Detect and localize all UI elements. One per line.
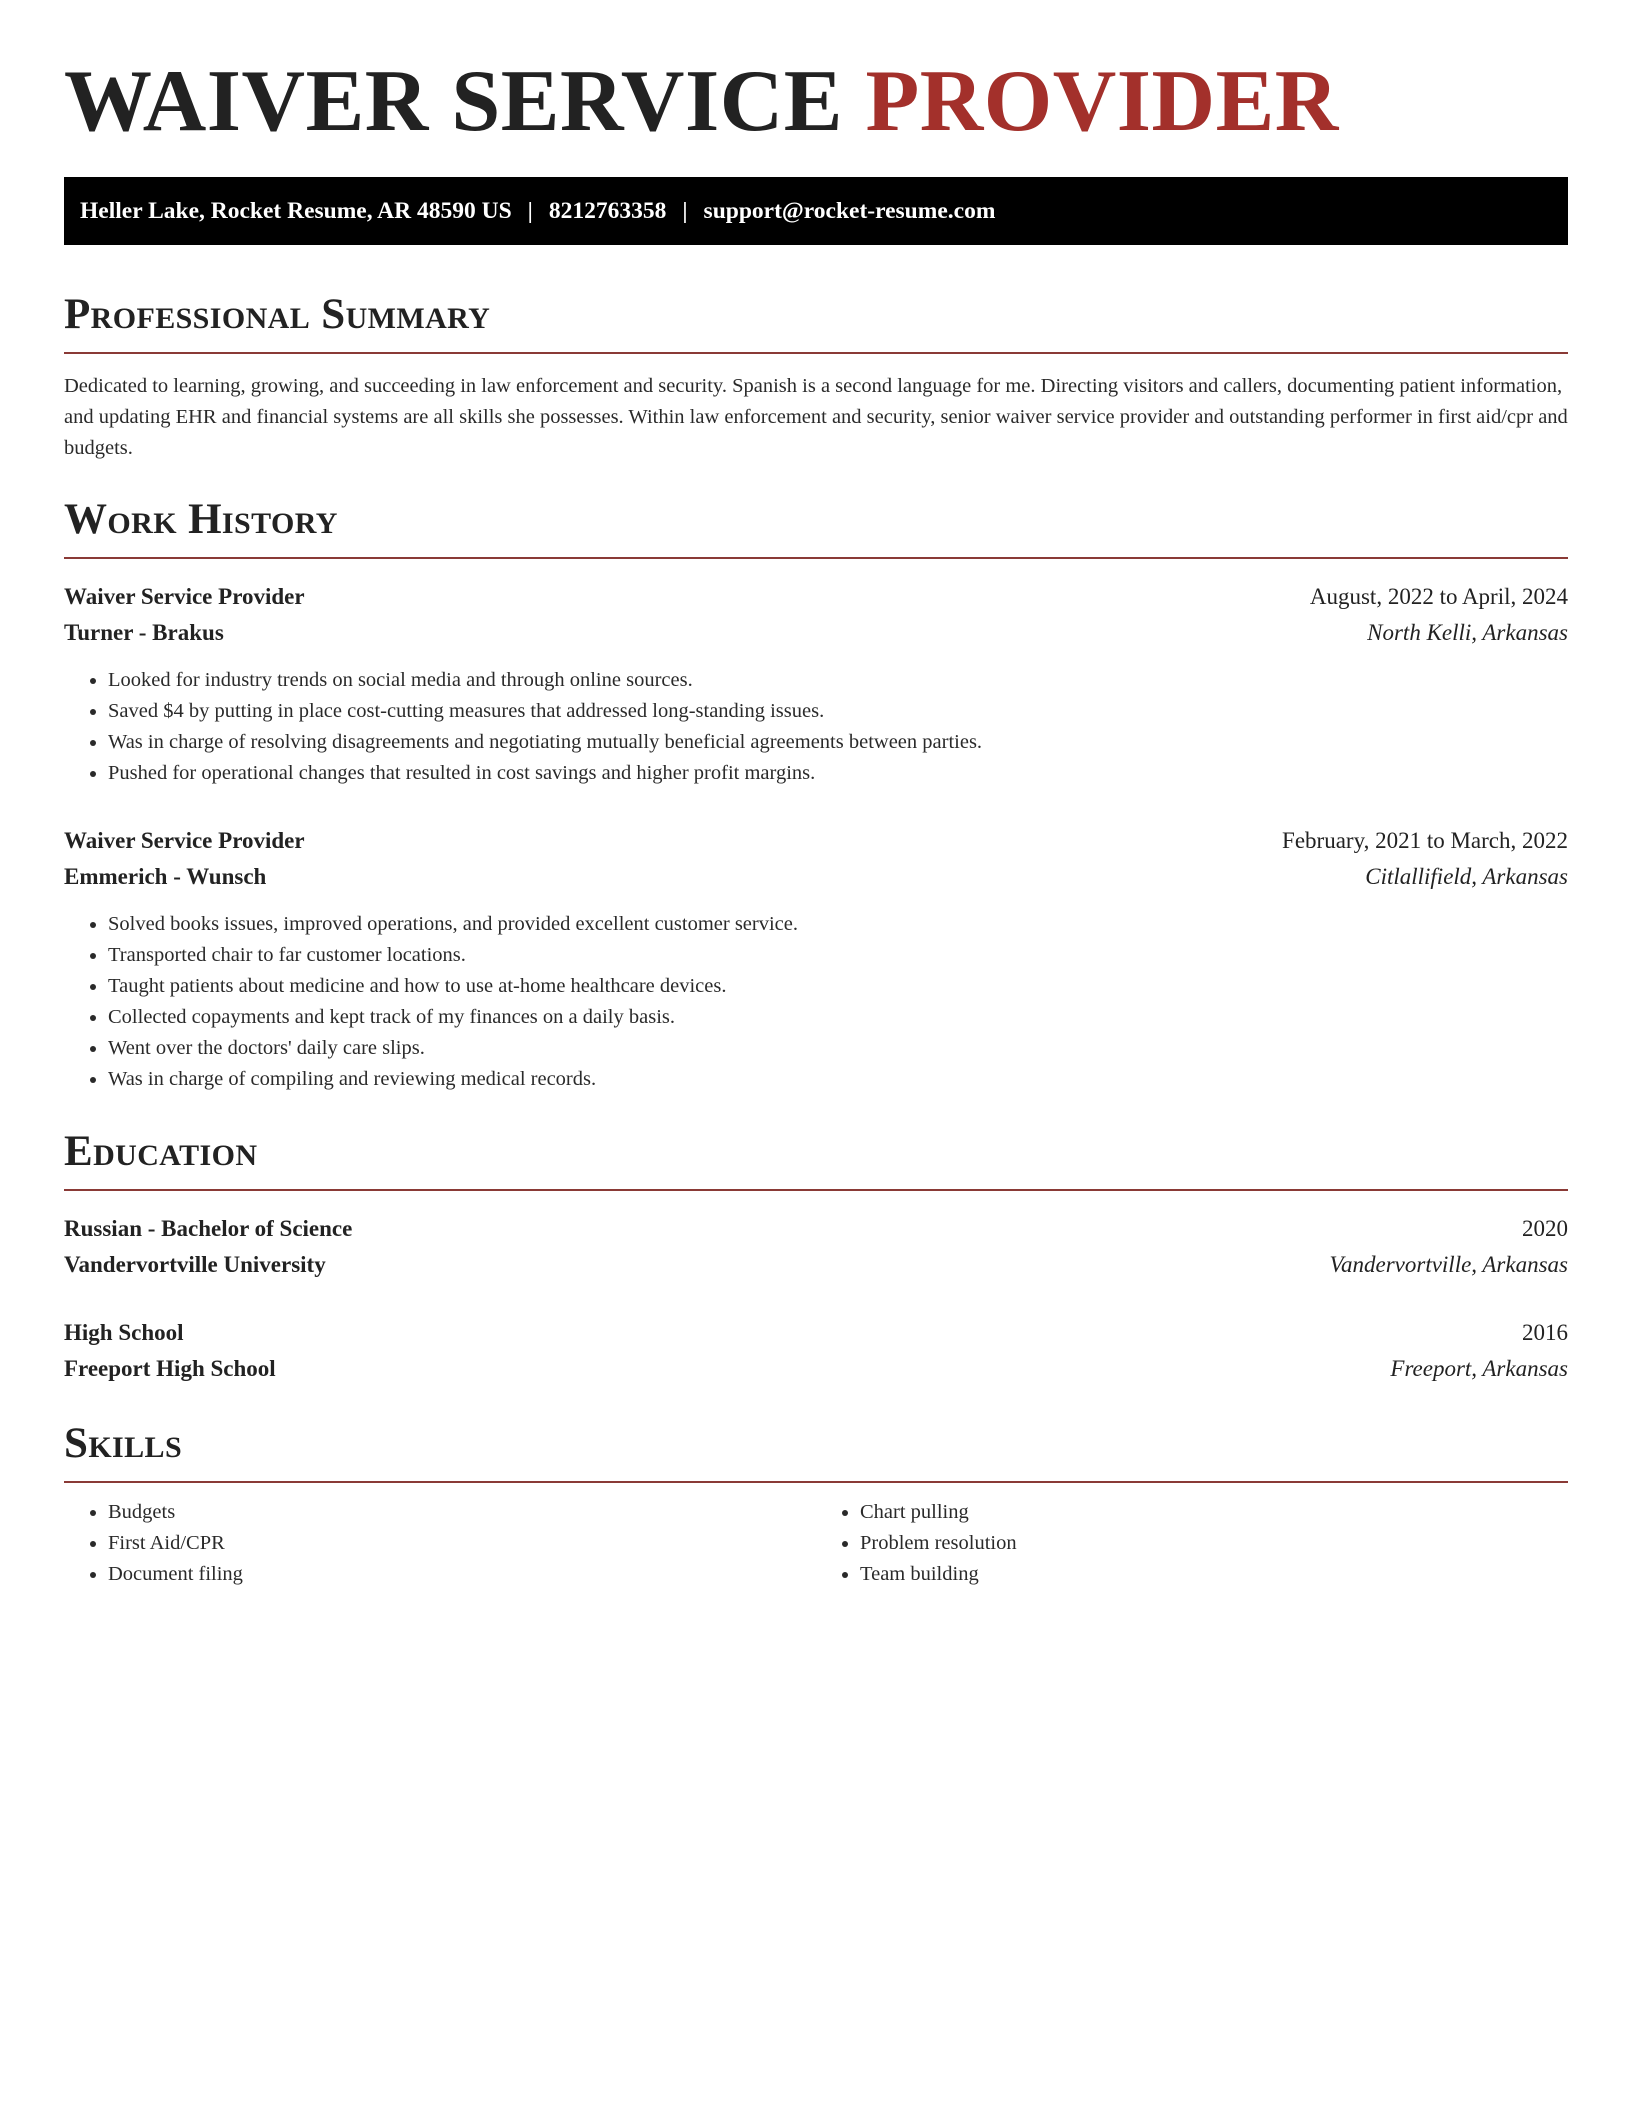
work-history-heading: Work History (64, 496, 338, 543)
skills-grid (64, 1497, 1568, 1590)
job-dates: August, 2022 to April, 2024 (1309, 584, 1568, 609)
summary-section (64, 293, 1568, 464)
skill-item: • Chart pulling (860, 1497, 1568, 1528)
job-bullet: • Collected copayments and kept track of my finances on a daily basis. (108, 1002, 1568, 1033)
name-part-2: PROVIDER (865, 53, 1339, 150)
job-bullet: • Pushed for operational changes that resulted in cost savings and higher profit margins. (108, 758, 1568, 789)
work-history-section (64, 498, 1568, 1095)
skills-column-right (816, 1497, 1568, 1590)
section-divider (64, 1189, 1568, 1191)
section-divider (64, 352, 1568, 354)
contact-separator: | (527, 197, 533, 224)
skills-column-left (64, 1497, 816, 1590)
job-entry (64, 823, 1568, 1095)
education-location: Vandervortville, Arkansas (1329, 1252, 1568, 1277)
education-degree: High School (64, 1320, 184, 1345)
job-bullet: • Looked for industry trends on social media and through online sources. (108, 665, 1568, 696)
skill-item: • Budgets (108, 1497, 816, 1528)
education-location: Freeport, Arkansas (1390, 1356, 1568, 1381)
skill-item: • Document filing (108, 1559, 816, 1590)
contact-email: support@rocket-resume.com (703, 197, 996, 224)
job-bullets (64, 909, 1568, 1095)
job-bullet: • Transported chair to far customer locations. (108, 940, 1568, 971)
summary-heading: Professional Summary (64, 291, 491, 338)
job-bullets (64, 665, 1568, 789)
job-bullet: • Went over the doctors' daily care slips. (108, 1033, 1568, 1064)
contact-bar (64, 177, 1568, 245)
skills-heading: Skills (64, 1420, 183, 1467)
job-company: Turner - Brakus (64, 620, 224, 645)
contact-separator: | (682, 197, 688, 224)
education-section (64, 1130, 1568, 1387)
job-dates: February, 2021 to March, 2022 (1282, 828, 1568, 853)
job-bullet: • Saved $4 by putting in place cost-cutting measures that addressed long-standing issues. (108, 696, 1568, 727)
contact-phone: 8212763358 (548, 197, 667, 224)
name-part-1: WAIVER SERVICE (64, 53, 843, 150)
education-heading: Education (64, 1128, 258, 1175)
job-bullet: • Was in charge of resolving disagreements and negotiating mutually beneficial agreements between parties. (108, 727, 1568, 758)
job-title: Waiver Service Provider (64, 828, 305, 853)
job-location: Citlallifield, Arkansas (1365, 864, 1568, 889)
education-degree: Russian - Bachelor of Science (64, 1216, 353, 1241)
job-entry (64, 579, 1568, 789)
job-location: North Kelli, Arkansas (1367, 620, 1568, 645)
education-entry (64, 1315, 1568, 1387)
resume-name (64, 53, 1568, 150)
job-company: Emmerich - Wunsch (64, 864, 267, 889)
skill-item: • Team building (860, 1559, 1568, 1590)
section-divider (64, 557, 1568, 559)
section-divider (64, 1481, 1568, 1483)
summary-text: Dedicated to learning, growing, and succeeding in law enforcement and security. Spanish is a second language for me. Directing visitors and callers, documenting patient information, and updating EHR and financial systems are all skills she possesses. Within law enforcement and security, senior waiver service provider and outstanding performer in first aid/cpr and budgets. (64, 375, 1568, 459)
job-bullet: • Solved books issues, improved operations, and provided excellent customer service. (108, 909, 1568, 940)
skills-section (64, 1422, 1568, 1590)
job-bullet: • Was in charge of compiling and reviewing medical records. (108, 1064, 1568, 1095)
education-year: 2016 (1522, 1320, 1568, 1345)
skill-item: • First Aid/CPR (108, 1528, 816, 1559)
contact-address: Heller Lake, Rocket Resume, AR 48590 US (80, 197, 512, 224)
job-title: Waiver Service Provider (64, 584, 305, 609)
job-bullet: • Taught patients about medicine and how to use at-home healthcare devices. (108, 971, 1568, 1002)
skill-item: • Problem resolution (860, 1528, 1568, 1559)
education-school: Vandervortville University (64, 1252, 326, 1277)
education-year: 2020 (1522, 1216, 1568, 1241)
education-school: Freeport High School (64, 1356, 276, 1381)
education-entry (64, 1211, 1568, 1283)
